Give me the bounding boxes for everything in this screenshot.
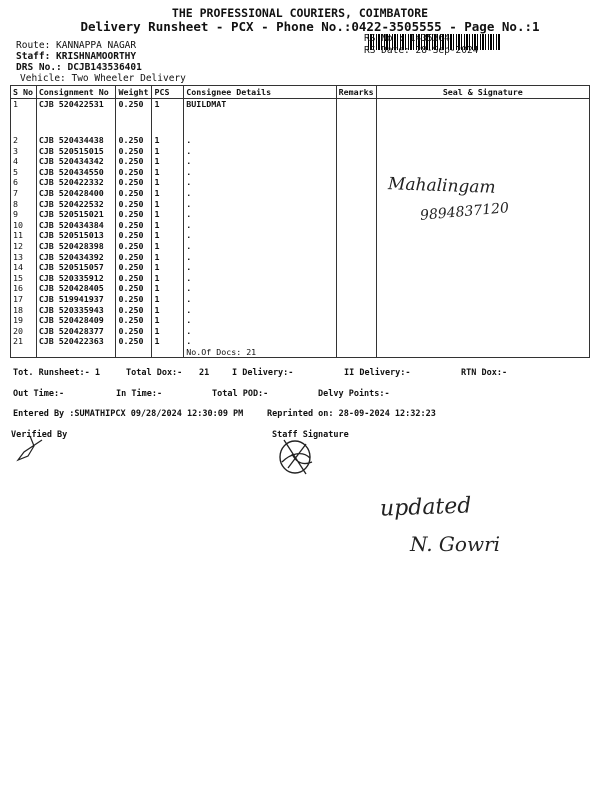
cell-pcs: 1 (152, 177, 184, 188)
cell-empty (336, 111, 376, 135)
cell-weight: 0.250 (116, 252, 152, 263)
table-row (11, 167, 590, 178)
table-row (11, 305, 590, 316)
cell-remarks (336, 99, 376, 112)
table-row (11, 220, 590, 231)
table-row (11, 262, 590, 273)
cell-weight: 0.250 (116, 283, 152, 294)
cell-pcs: 1 (152, 135, 184, 146)
table-row (11, 326, 590, 337)
cell-sno: 5 (11, 167, 37, 178)
cell-remarks (336, 220, 376, 231)
cell-signature (376, 262, 589, 273)
cell-sno: 10 (11, 220, 37, 231)
cell-remarks (336, 315, 376, 326)
cell-signature (376, 326, 589, 337)
entered-by: Entered By :SUMATHIPCX 09/28/2024 12:30:09 PM (13, 409, 244, 419)
cell-consignment: CJB 520422532 (36, 199, 116, 210)
cell-consignee: . (184, 283, 336, 294)
cell-consignment: CJB 520434392 (36, 252, 116, 263)
cell-consignee: . (184, 209, 336, 220)
total-dox-value: 21 (199, 368, 210, 378)
cell-empty (116, 111, 152, 135)
cell-consignee: . (184, 294, 336, 305)
ii-delivery: II Delivery:- (344, 368, 411, 378)
cell-weight: 0.250 (116, 209, 152, 220)
handwritten-phone: 9894837120 (419, 200, 510, 224)
cell-empty (376, 111, 589, 135)
cell-sno: 13 (11, 252, 37, 263)
cell-consignment: CJB 519941937 (36, 294, 116, 305)
cell-consignment: CJB 520428405 (36, 283, 116, 294)
cell-weight: 0.250 (116, 177, 152, 188)
cell-remarks (336, 336, 376, 347)
table-row (11, 230, 590, 241)
cell-consignee: . (184, 336, 336, 347)
col-sno: S No (11, 86, 37, 99)
handwritten-name: Mahalingam (387, 174, 496, 198)
cell-empty (36, 347, 116, 358)
cell-sno: 7 (11, 188, 37, 199)
cell-consignment: CJB 520335943 (36, 305, 116, 316)
cell-weight: 0.250 (116, 220, 152, 231)
i-delivery: I Delivery:- (232, 368, 294, 378)
cell-consignment: CJB 520428377 (36, 326, 116, 337)
cell-empty (11, 111, 37, 135)
handwritten-gowri: N. Gowri (410, 532, 501, 556)
cell-sno: 15 (11, 273, 37, 284)
rtn-dox: RTN Dox:- (461, 368, 508, 378)
table-row (11, 252, 590, 263)
cell-weight: 0.250 (116, 262, 152, 273)
cell-consignment: CJB 520335912 (36, 273, 116, 284)
cell-signature (376, 252, 589, 263)
cell-remarks (336, 156, 376, 167)
table-row (11, 188, 590, 199)
cell-remarks (336, 252, 376, 263)
cell-pcs: 1 (152, 156, 184, 167)
cell-pcs: 1 (152, 294, 184, 305)
cell-weight: 0.250 (116, 305, 152, 316)
cell-consignee: . (184, 177, 336, 188)
total-dox: Total Dox:- (126, 368, 183, 378)
cell-remarks (336, 326, 376, 337)
runsheet-title: Delivery Runsheet - PCX - Phone No.:0422-3505555 - Page No.:1 (80, 19, 540, 34)
cell-signature (376, 294, 589, 305)
cell-remarks (336, 177, 376, 188)
table-row (11, 241, 590, 252)
table-row (11, 99, 590, 112)
cell-consignee: . (184, 156, 336, 167)
cell-weight: 0.250 (116, 188, 152, 199)
cell-pcs: 1 (152, 220, 184, 231)
verified-signature-mark (12, 430, 52, 466)
cell-remarks (336, 294, 376, 305)
drs-number: DRS No.: DCJB143536401 (16, 62, 142, 73)
cell-sno: 16 (11, 283, 37, 294)
cell-consignment: CJB 520434384 (36, 220, 116, 231)
cell-pcs: 1 (152, 188, 184, 199)
handwritten-updated: updated (379, 493, 472, 522)
cell-pcs: 1 (152, 241, 184, 252)
cell-remarks (336, 273, 376, 284)
route-label: Route: KANNAPPA NAGAR (16, 40, 137, 51)
cell-sno: 1 (11, 99, 37, 112)
cell-signature (376, 273, 589, 284)
table-body (11, 99, 590, 358)
table-row (11, 283, 590, 294)
cell-signature (376, 305, 589, 316)
cell-consignment: CJB 520515015 (36, 146, 116, 157)
cell-empty (336, 347, 376, 358)
cell-empty (152, 111, 184, 135)
cell-consignee: . (184, 273, 336, 284)
cell-weight: 0.250 (116, 326, 152, 337)
cell-pcs: 1 (152, 252, 184, 263)
cell-consignee: . (184, 230, 336, 241)
cell-sno: 12 (11, 241, 37, 252)
cell-weight: 0.250 (116, 167, 152, 178)
cell-consignee: . (184, 135, 336, 146)
cell-pcs: 1 (152, 315, 184, 326)
cell-consignment: CJB 520428400 (36, 188, 116, 199)
cell-sno: 18 (11, 305, 37, 316)
delvy-points: Delvy Points:- (318, 389, 390, 399)
cell-remarks (336, 167, 376, 178)
tot-runsheet: Tot. Runsheet:- 1 (13, 368, 100, 378)
table-row (11, 273, 590, 284)
cell-signature (376, 135, 589, 146)
col-weight: Weight (116, 86, 152, 99)
cell-signature (376, 156, 589, 167)
cell-weight: 0.250 (116, 230, 152, 241)
cell-signature (376, 315, 589, 326)
cell-pcs: 1 (152, 199, 184, 210)
cell-remarks (336, 241, 376, 252)
rs-number: RS No.: 1435364 (364, 33, 450, 44)
col-pcs: PCS (152, 86, 184, 99)
cell-signature (376, 283, 589, 294)
cell-consignment: CJB 520422363 (36, 336, 116, 347)
cell-remarks (336, 209, 376, 220)
cell-pcs: 1 (152, 283, 184, 294)
cell-remarks (336, 262, 376, 273)
cell-sno: 19 (11, 315, 37, 326)
cell-consignee: . (184, 262, 336, 273)
cell-pcs: 1 (152, 262, 184, 273)
cell-pcs: 1 (152, 167, 184, 178)
cell-signature (376, 220, 589, 231)
col-remarks: Remarks (336, 86, 376, 99)
cell-consignment: CJB 520428398 (36, 241, 116, 252)
cell-sno: 14 (11, 262, 37, 273)
cell-empty (376, 347, 589, 358)
rs-date: RS Date: 28-Sep-2024 (364, 45, 479, 56)
table-row (11, 336, 590, 347)
cell-signature (376, 146, 589, 157)
col-signature: Seal & Signature (376, 86, 589, 99)
cell-signature (376, 336, 589, 347)
vehicle-label: Vehicle: Two Wheeler Delivery (20, 73, 186, 84)
cell-consignee: . (184, 220, 336, 231)
cell-signature (376, 99, 589, 112)
cell-weight: 0.250 (116, 241, 152, 252)
cell-consignment: CJB 520515057 (36, 262, 116, 273)
cell-pcs: 1 (152, 209, 184, 220)
table-row (11, 294, 590, 305)
cell-remarks (336, 188, 376, 199)
cell-empty (116, 347, 152, 358)
cell-consignee: . (184, 199, 336, 210)
cell-pcs: 1 (152, 146, 184, 157)
cell-remarks (336, 283, 376, 294)
cell-consignment: CJB 520422332 (36, 177, 116, 188)
table-row (11, 177, 590, 188)
cell-consignment: CJB 520434342 (36, 156, 116, 167)
cell-weight: 0.250 (116, 273, 152, 284)
cell-empty (36, 111, 116, 135)
cell-consignee: . (184, 167, 336, 178)
staff-label: Staff: KRISHNAMOORTHY (16, 51, 137, 62)
cell-signature (376, 241, 589, 252)
cell-empty (152, 347, 184, 358)
no-of-docs: No.Of Docs: 21 (184, 347, 336, 358)
table-row (11, 156, 590, 167)
cell-consignee: . (184, 315, 336, 326)
table-row (11, 315, 590, 326)
cell-sno: 9 (11, 209, 37, 220)
cell-pcs: 1 (152, 305, 184, 316)
cell-consignee: . (184, 326, 336, 337)
cell-sno: 21 (11, 336, 37, 347)
table-row (11, 146, 590, 157)
cell-consignee: . (184, 252, 336, 263)
cell-sno: 17 (11, 294, 37, 305)
cell-sno: 20 (11, 326, 37, 337)
cell-consignee: . (184, 188, 336, 199)
verified-by-label: Verified By (11, 430, 68, 440)
in-time: In Time:- (116, 389, 163, 399)
cell-consignee: . (184, 146, 336, 157)
reprinted-on: Reprinted on: 28-09-2024 12:32:23 (267, 409, 436, 419)
table-gap-row (11, 111, 590, 135)
cell-empty (11, 347, 37, 358)
cell-sno: 3 (11, 146, 37, 157)
cell-consignment: CJB 520515021 (36, 209, 116, 220)
cell-weight: 0.250 (116, 146, 152, 157)
cell-weight: 0.250 (116, 315, 152, 326)
table-footer-row (11, 347, 590, 358)
cell-consignee: BUILDMAT (184, 99, 336, 112)
cell-pcs: 1 (152, 230, 184, 241)
cell-remarks (336, 230, 376, 241)
cell-sno: 11 (11, 230, 37, 241)
cell-consignee: . (184, 305, 336, 316)
cell-consignment: CJB 520428409 (36, 315, 116, 326)
cell-weight: 0.250 (116, 336, 152, 347)
cell-consignee: . (184, 241, 336, 252)
cell-sno: 8 (11, 199, 37, 210)
table-row (11, 135, 590, 146)
cell-weight: 0.250 (116, 99, 152, 112)
cell-pcs: 1 (152, 99, 184, 112)
cell-consignment: CJB 520434550 (36, 167, 116, 178)
cell-weight: 0.250 (116, 135, 152, 146)
cell-sno: 4 (11, 156, 37, 167)
cell-remarks (336, 146, 376, 157)
cell-pcs: 1 (152, 336, 184, 347)
cell-sno: 2 (11, 135, 37, 146)
cell-remarks (336, 199, 376, 210)
cell-weight: 0.250 (116, 294, 152, 305)
cell-remarks (336, 305, 376, 316)
col-consignment: Consignment No (36, 86, 116, 99)
staff-signature-label: Staff Signature (272, 430, 349, 440)
cell-empty (184, 111, 336, 135)
total-pod: Total POD:- (212, 389, 269, 399)
cell-consignment: CJB 520422531 (36, 99, 116, 112)
cell-remarks (336, 135, 376, 146)
cell-sno: 6 (11, 177, 37, 188)
table-header-row (11, 86, 590, 99)
cell-weight: 0.250 (116, 199, 152, 210)
cell-signature (376, 230, 589, 241)
cell-consignment: CJB 520434438 (36, 135, 116, 146)
company-title: THE PROFESSIONAL COURIERS, COIMBATORE (171, 6, 429, 20)
staff-signature-mark (272, 432, 322, 482)
cell-consignment: CJB 520515013 (36, 230, 116, 241)
cell-weight: 0.250 (116, 156, 152, 167)
runsheet-table (10, 85, 590, 358)
col-consignee: Consignee Details (184, 86, 336, 99)
cell-pcs: 1 (152, 273, 184, 284)
out-time: Out Time:- (13, 389, 65, 399)
cell-pcs: 1 (152, 326, 184, 337)
